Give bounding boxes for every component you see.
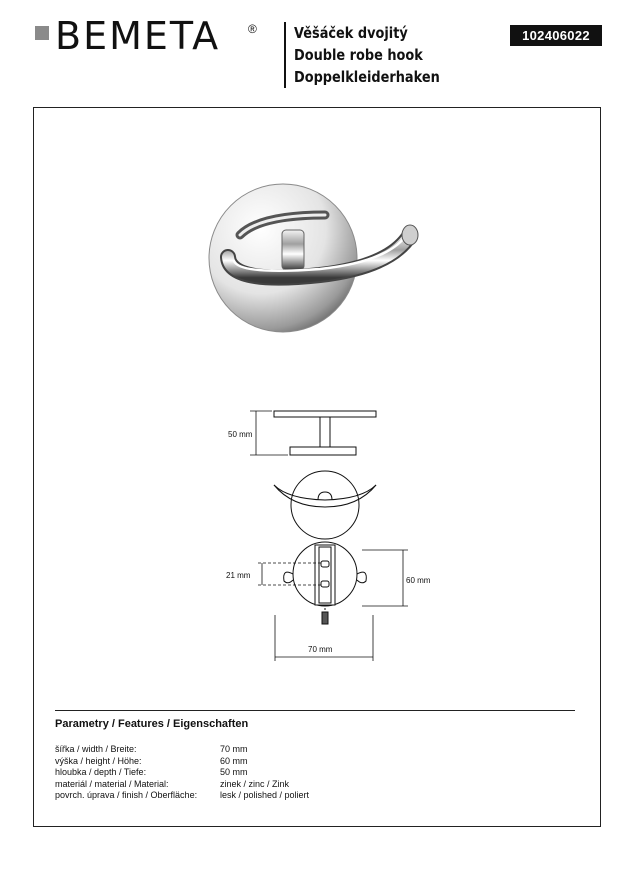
title-english: Double robe hook: [294, 46, 423, 64]
spec-value: 60 mm: [220, 755, 248, 766]
product-image: [200, 175, 430, 365]
title-czech: Věšáček dvojitý: [294, 24, 408, 42]
spec-row-width: [55, 744, 309, 756]
spec-label: výška / height / Höhe:: [55, 755, 142, 766]
features-divider: [55, 710, 575, 711]
width-dimension-label: 70 mm: [308, 645, 333, 654]
spec-label: šířka / width / Breite:: [55, 744, 137, 754]
spec-row-height: [55, 756, 309, 768]
height-dimension-label: 60 mm: [406, 576, 431, 585]
technical-drawing: [222, 403, 442, 663]
spec-label: povrch. úprava / finish / Oberfläche:: [55, 790, 198, 800]
spec-row-finish: [55, 790, 309, 802]
brand-logo: BEMETA: [55, 14, 221, 58]
title-german: Doppelkleiderhaken: [294, 68, 440, 86]
registered-mark: ®: [248, 22, 257, 36]
spec-value: 50 mm: [220, 767, 248, 777]
spec-label: hloubka / depth / Tiefe:: [55, 767, 147, 777]
height-dimension: [362, 550, 408, 606]
spec-label: materiál / material / Material:: [55, 778, 169, 789]
spec-table: [55, 744, 309, 802]
spec-value: lesk / polished / poliert: [220, 790, 310, 800]
product-titles: [294, 22, 464, 88]
spec-value: zinek / zinc / Zink: [220, 778, 290, 789]
spec-row-depth: [55, 767, 309, 779]
depth-dimension: [250, 411, 288, 455]
top-view: [274, 471, 376, 539]
product-code-badge: 102406022: [510, 25, 602, 46]
header-divider: [284, 22, 286, 88]
depth-dimension-label: 50 mm: [228, 430, 253, 439]
side-view: [274, 411, 376, 455]
spec-value: 70 mm: [220, 744, 248, 754]
spec-row-material: [55, 779, 309, 791]
hook-spacing-label: 21 mm: [226, 571, 251, 580]
brand-logo-square: [35, 26, 49, 40]
front-view: [284, 542, 367, 624]
features-heading: Parametry / Features / Eigenschaften: [55, 718, 249, 730]
